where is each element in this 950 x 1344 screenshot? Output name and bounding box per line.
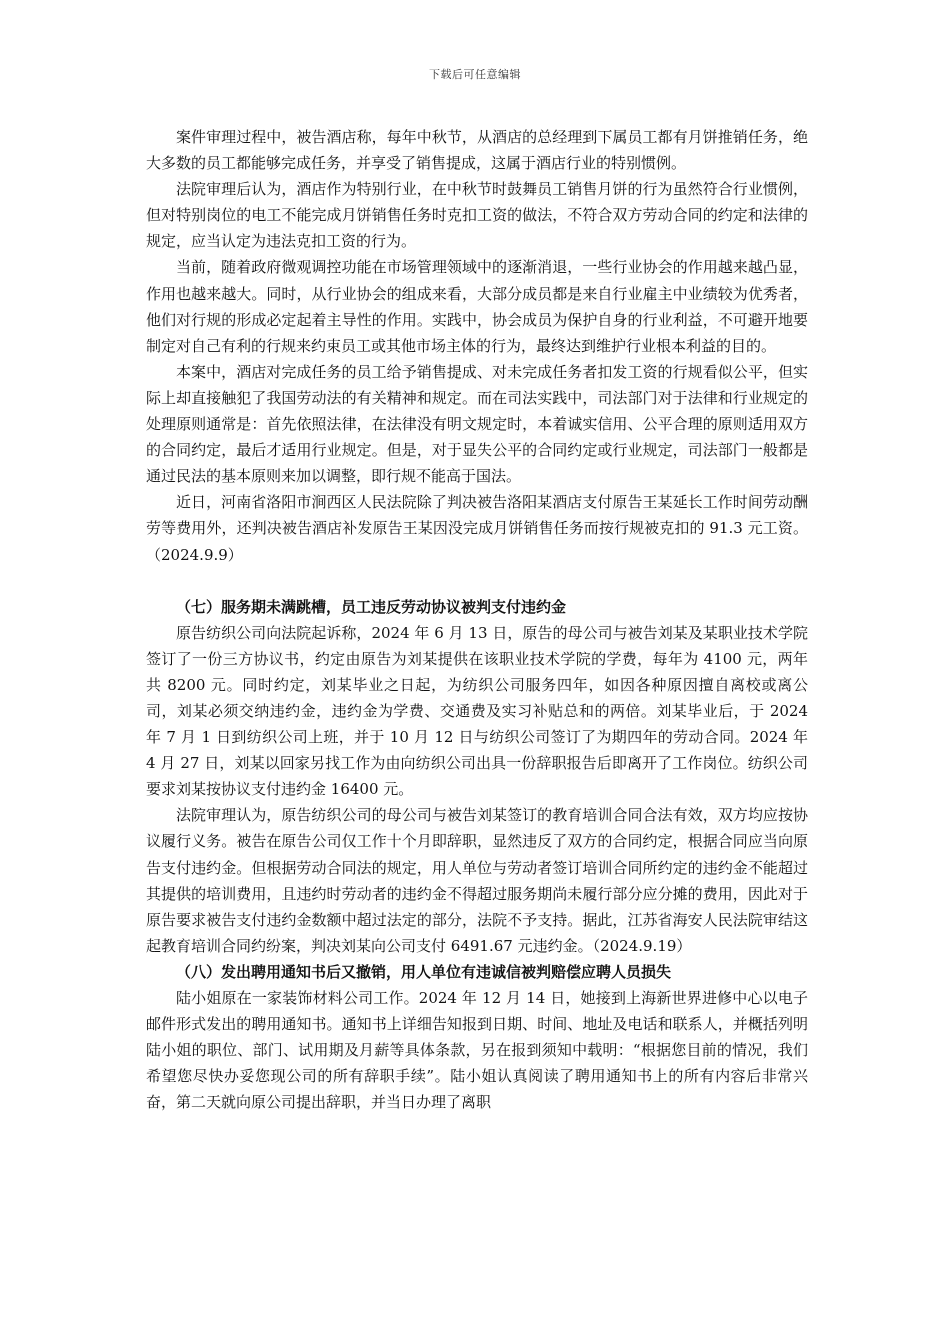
page-header-note: 下载后可任意编辑: [429, 68, 521, 81]
paragraph: 当前，随着政府微观调控功能在市场管理领域中的逐渐消退，一些行业协会的作用越来越凸显，作用也越来越大。同时，从行业协会的组成来看，大部分成员都是来自行业雇主中业绩较为优秀者，他们对行规的形成必定起着主导性的作用。实践中，协会成员为保护自身的行业利益，不可避开地要制定对自己有利的行规来约束员工或其他市场主体的行为，最终达到维护行业根本利益的目的。: [146, 258, 808, 355]
paragraph: 原告纺织公司向法院起诉称，2024 年 6 月 13 日，原告的母公司与被告刘某及某职业技术学院签订了一份三方协议书，约定由原告为刘某提供在该职业技术学院的学费，每年为 4100 元，两年共 8200 元。同时约定，刘某毕业之日起，为纺织公司服务四年，如因各种原因擅自离校或离公司，刘某必须交纳违约金，违约金为学费、交通费及实习补贴总和的两倍。刘某毕业后，于 2024 年 7 月 1 日到纺织公司上班，并于 10 月 12 日与纺织公司签订了为期四年的劳动合同。2024 年 4 月 27 日，刘某以回家另找工作为由向纺织公司出具一份辞职报告后即离开了工作岗位。纺织公司要求刘某按协议支付违约金 16400 元。: [146, 623, 808, 799]
section-heading-8: （八）发出聘用通知书后又撤销，用人单位有违诚信被判赔偿应聘人员损失: [176, 962, 672, 981]
paragraph: 案件审理过程中，被告酒店称，每年中秋节，从酒店的总经理到下属员工都有月饼推销任务，绝大多数的员工都能够完成任务，并享受了销售提成，这属于酒店行业的特别惯例。: [146, 128, 808, 173]
document-body: [146, 124, 808, 1115]
paragraph: 近日，河南省洛阳市涧西区人民法院除了判决被告洛阳某酒店支付原告王某延长工作时间劳动酬劳等费用外，还判决被告酒店补发原告王某因没完成月饼销售任务而按行规被克扣的 91.3 元工资。（2024.9.9）: [146, 493, 808, 564]
paragraph: 陆小姐原在一家装饰材料公司工作。2024 年 12 月 14 日，她接到上海新世界进修中心以电子邮件形式发出的聘用通知书。通知书上详细告知报到日期、时间、地址及电话和联系人，并概括列明陆小姐的职位、部门、试用期及月薪等具体条款，另在报到须知中载明：“根据您目前的情况，我们希望您尽快办妥您现公司的所有辞职手续”。陆小姐认真阅读了聘用通知书上的所有内容后非常兴奋，第二天就向原公司提出辞职，并当日办理了离职: [146, 989, 808, 1112]
paragraph: 本案中，酒店对完成任务的员工给予销售提成、对未完成任务者扣发工资的行规看似公平，但实际上却直接触犯了我国劳动法的有关精神和规定。而在司法实践中，司法部门对于法律和行业规定的处理原则通常是：首先依照法律，在法律没有明文规定时，本着诚实信用、公平合理的原则适用双方的合同约定，最后才适用行业规定。但是，对于显失公平的合同约定或行业规定，司法部门一般都是通过民法的基本原则来加以调整，即行规不能高于国法。: [146, 362, 808, 486]
paragraph: 法院审理认为，原告纺织公司的母公司与被告刘某签订的教育培训合同合法有效，双方均应按协议履行义务。被告在原告公司仅工作十个月即辞职，显然违反了双方的合同约定，根据合同应当向原告支付违约金。但根据劳动合同法的规定，用人单位与劳动者签订培训合同所约定的违约金不能超过其提供的培训费用，且违约时劳动者的违约金不得超过服务期尚未履行部分应分摊的费用，因此对于原告要求被告支付违约金数额中超过法定的部分，法院不予支持。据此，江苏省海安人民法院审结这起教育培训合同约纷案，判决刘某向公司支付 6491.67 元违约金。（2024.9.19）: [146, 806, 808, 955]
paragraph: 法院审理后认为，酒店作为特别行业，在中秋节时鼓舞员工销售月饼的行为虽然符合行业惯例，但对特别岗位的电工不能完成月饼销售任务时克扣工资的做法，不符合双方劳动合同的约定和法律的规定，应当认定为违法克扣工资的行为。: [146, 180, 808, 251]
section-heading-7: （七）服务期未满跳槽，员工违反劳动协议被判支付违约金: [176, 597, 567, 616]
section-spacer: [146, 568, 808, 594]
